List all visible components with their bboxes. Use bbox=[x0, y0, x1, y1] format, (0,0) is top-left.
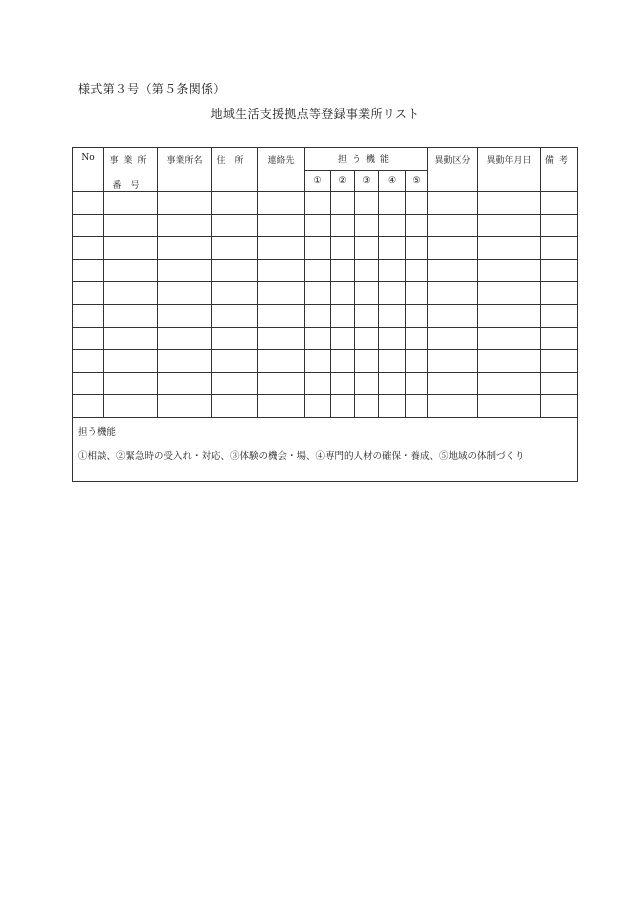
table-cell bbox=[158, 237, 212, 260]
table-cell bbox=[305, 350, 331, 373]
table-row bbox=[73, 327, 578, 350]
table-cell bbox=[158, 372, 212, 395]
table-cell bbox=[305, 304, 331, 327]
table-cell bbox=[379, 259, 406, 282]
header-no: No bbox=[73, 148, 104, 192]
table-cell bbox=[305, 237, 331, 260]
table-cell bbox=[73, 350, 104, 373]
header-change-type: 異動区分 bbox=[428, 148, 478, 192]
table-cell bbox=[104, 282, 158, 305]
table-cell bbox=[541, 282, 578, 305]
table-cell bbox=[305, 395, 331, 418]
table-cell bbox=[158, 259, 212, 282]
table-cell bbox=[258, 304, 305, 327]
table-cell bbox=[73, 214, 104, 237]
table-cell bbox=[212, 395, 258, 418]
table-cell bbox=[73, 237, 104, 260]
table-cell bbox=[478, 395, 541, 418]
table-cell bbox=[305, 259, 331, 282]
table-cell bbox=[331, 259, 355, 282]
table-cell bbox=[406, 350, 428, 373]
table-cell bbox=[158, 304, 212, 327]
header-functions: 担う機能 bbox=[305, 148, 428, 171]
table-cell bbox=[305, 192, 331, 215]
function-1-label: ① bbox=[305, 170, 331, 192]
table-cell bbox=[541, 395, 578, 418]
table-cell bbox=[212, 372, 258, 395]
notes-body: ①相談、②緊急時の受入れ・対応、③体験の機会・場、④専門的人材の確保・養成、⑤地域の体制づくり bbox=[78, 450, 525, 462]
table-cell bbox=[379, 214, 406, 237]
table-cell bbox=[331, 214, 355, 237]
table-cell bbox=[212, 282, 258, 305]
table-cell bbox=[478, 372, 541, 395]
function-4-label: ④ bbox=[379, 170, 406, 192]
registration-table bbox=[72, 147, 578, 482]
table-cell bbox=[355, 395, 379, 418]
header-office-number bbox=[104, 148, 158, 192]
table-cell bbox=[541, 327, 578, 350]
table-cell bbox=[258, 350, 305, 373]
table-cell bbox=[406, 214, 428, 237]
table-cell bbox=[104, 214, 158, 237]
table-cell bbox=[212, 350, 258, 373]
table-cell bbox=[305, 282, 331, 305]
table-row bbox=[73, 237, 578, 260]
table-cell bbox=[258, 214, 305, 237]
notes-cell bbox=[73, 417, 578, 481]
table-cell bbox=[541, 304, 578, 327]
table-cell bbox=[158, 327, 212, 350]
table-cell bbox=[73, 259, 104, 282]
table-cell bbox=[212, 304, 258, 327]
table-cell bbox=[331, 395, 355, 418]
table-cell bbox=[73, 192, 104, 215]
table-cell bbox=[331, 282, 355, 305]
table-cell bbox=[104, 192, 158, 215]
table-cell bbox=[73, 372, 104, 395]
table-cell bbox=[541, 350, 578, 373]
table-cell bbox=[305, 372, 331, 395]
table-cell bbox=[428, 237, 478, 260]
form-number: 様式第３号（第５条関係） bbox=[78, 82, 226, 96]
table-cell bbox=[428, 350, 478, 373]
table-cell bbox=[355, 237, 379, 260]
table-cell bbox=[212, 237, 258, 260]
table-cell bbox=[258, 327, 305, 350]
table-cell bbox=[478, 350, 541, 373]
table-cell bbox=[478, 282, 541, 305]
table-cell bbox=[331, 372, 355, 395]
document-title: 地域生活支援拠点等登録事業所リスト bbox=[210, 107, 420, 121]
table-cell bbox=[258, 282, 305, 305]
table-cell bbox=[104, 372, 158, 395]
table-cell bbox=[379, 192, 406, 215]
table-row bbox=[73, 350, 578, 373]
table-row bbox=[73, 259, 578, 282]
function-2-label: ② bbox=[331, 170, 355, 192]
table-cell bbox=[258, 237, 305, 260]
table-row bbox=[73, 304, 578, 327]
notes-row bbox=[73, 417, 578, 481]
table-row bbox=[73, 372, 578, 395]
table-cell bbox=[478, 304, 541, 327]
table-cell bbox=[379, 304, 406, 327]
table-cell bbox=[258, 372, 305, 395]
table-cell bbox=[104, 304, 158, 327]
table-cell bbox=[212, 259, 258, 282]
table-cell bbox=[379, 282, 406, 305]
header-contact: 連絡先 bbox=[258, 148, 305, 192]
table-cell bbox=[104, 395, 158, 418]
table-cell bbox=[406, 304, 428, 327]
function-5-label: ⑤ bbox=[406, 170, 428, 192]
table-cell bbox=[258, 395, 305, 418]
header-change-date: 異動年月日 bbox=[478, 148, 541, 192]
table-cell bbox=[379, 327, 406, 350]
table-cell bbox=[406, 327, 428, 350]
header-address: 住所 bbox=[212, 148, 258, 192]
table-cell bbox=[331, 350, 355, 373]
table-cell bbox=[158, 214, 212, 237]
header-office-name: 事業所名 bbox=[158, 148, 212, 192]
table-cell bbox=[355, 259, 379, 282]
table-cell bbox=[406, 237, 428, 260]
table-cell bbox=[379, 350, 406, 373]
table-cell bbox=[158, 282, 212, 305]
table-cell bbox=[428, 192, 478, 215]
table-cell bbox=[212, 192, 258, 215]
table-cell bbox=[379, 372, 406, 395]
table-cell bbox=[104, 237, 158, 260]
table-cell bbox=[406, 282, 428, 305]
table-cell bbox=[406, 192, 428, 215]
table-cell bbox=[73, 327, 104, 350]
header-office-number-line2: 番号 bbox=[112, 181, 149, 191]
table-cell bbox=[355, 282, 379, 305]
table-cell bbox=[331, 192, 355, 215]
header-remarks: 備考 bbox=[541, 148, 578, 192]
table-cell bbox=[355, 350, 379, 373]
table-cell bbox=[541, 237, 578, 260]
table-row bbox=[73, 395, 578, 418]
table-cell bbox=[104, 259, 158, 282]
table-cell bbox=[478, 237, 541, 260]
table-cell bbox=[541, 192, 578, 215]
table-cell bbox=[406, 259, 428, 282]
table-cell bbox=[406, 395, 428, 418]
table-cell bbox=[355, 372, 379, 395]
table-cell bbox=[212, 327, 258, 350]
table-cell bbox=[258, 259, 305, 282]
table-cell bbox=[541, 259, 578, 282]
header-row bbox=[73, 148, 578, 171]
table-cell bbox=[355, 327, 379, 350]
table-cell bbox=[73, 395, 104, 418]
table-cell bbox=[428, 282, 478, 305]
table-cell bbox=[541, 372, 578, 395]
table-cell bbox=[158, 192, 212, 215]
table-cell bbox=[104, 327, 158, 350]
table-cell bbox=[305, 327, 331, 350]
table-cell bbox=[428, 304, 478, 327]
table-row bbox=[73, 214, 578, 237]
table-cell bbox=[428, 214, 478, 237]
table-row bbox=[73, 282, 578, 305]
table-cell bbox=[428, 327, 478, 350]
table-cell bbox=[478, 327, 541, 350]
table-cell bbox=[212, 214, 258, 237]
table-cell bbox=[355, 214, 379, 237]
table-cell bbox=[478, 214, 541, 237]
table-cell bbox=[73, 282, 104, 305]
table-cell bbox=[158, 350, 212, 373]
table-cell bbox=[331, 327, 355, 350]
table-cell bbox=[331, 237, 355, 260]
table-cell bbox=[478, 259, 541, 282]
table-cell bbox=[406, 372, 428, 395]
table-cell bbox=[428, 395, 478, 418]
function-3-label: ③ bbox=[355, 170, 379, 192]
table-cell bbox=[478, 192, 541, 215]
table-cell bbox=[73, 304, 104, 327]
table-cell bbox=[305, 214, 331, 237]
table-cell bbox=[379, 395, 406, 418]
table-cell bbox=[355, 192, 379, 215]
table-cell bbox=[104, 350, 158, 373]
header-office-number-line1: 事業所 bbox=[109, 156, 152, 166]
table-cell bbox=[258, 192, 305, 215]
table-cell bbox=[158, 395, 212, 418]
table-cell bbox=[428, 259, 478, 282]
table-cell bbox=[541, 214, 578, 237]
notes-title: 担う機能 bbox=[78, 426, 117, 438]
table-cell bbox=[428, 372, 478, 395]
table-cell bbox=[379, 237, 406, 260]
table-cell bbox=[355, 304, 379, 327]
table-cell bbox=[331, 304, 355, 327]
table-row bbox=[73, 192, 578, 215]
